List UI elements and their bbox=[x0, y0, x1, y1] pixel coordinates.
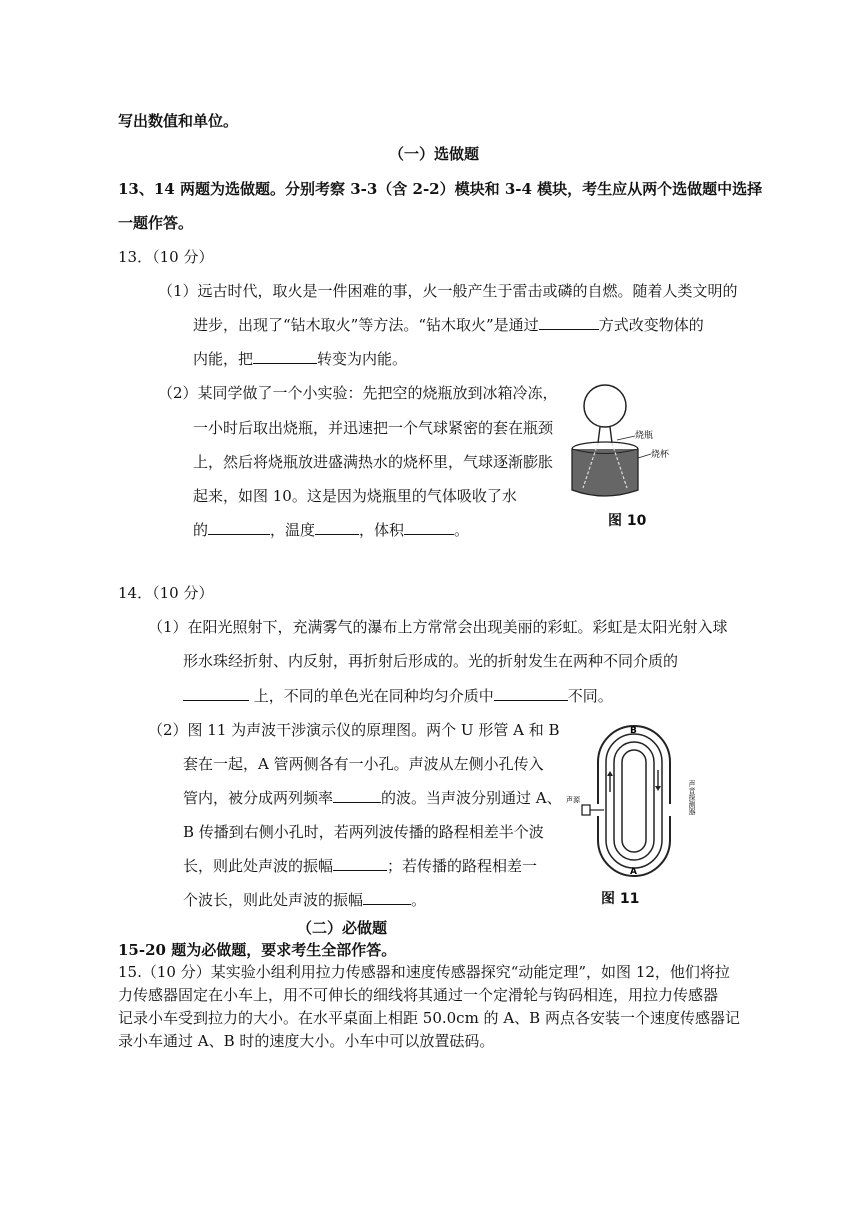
text-line: （1）远古时代，取火是一件困难的事，火一般产生于雷击或磷的自燃。随着人类文明的 bbox=[158, 282, 738, 300]
text-line: 起来，如图 10。这是因为烧瓶里的气体吸收了水 bbox=[193, 487, 517, 505]
answer-blank bbox=[404, 520, 454, 535]
text-line: 记录小车受到拉力的大小。在水平桌面上相距 50.0cm 的 A、B 两点各安装一个速度传感器记 bbox=[118, 1009, 740, 1027]
text-span: ，体积 bbox=[359, 521, 405, 539]
label-sound-source: 声源 bbox=[566, 796, 580, 804]
text-span: 进步，出现了“钻木取火”等方法。“钻木取火”是通过 bbox=[193, 316, 539, 334]
text-span: ，温度 bbox=[270, 521, 316, 539]
text-span: 方式改变物体的 bbox=[598, 316, 704, 334]
text-line bbox=[193, 315, 704, 335]
text-span: 。 bbox=[411, 891, 427, 909]
text-line bbox=[193, 520, 469, 540]
question-15-text: 15.（10 分）某实验小组利用拉力传感器和速度传感器探究“动能定理”，如图 12，他们将拉 bbox=[118, 963, 730, 981]
answer-blank bbox=[494, 686, 568, 701]
text-line bbox=[183, 856, 537, 876]
text-line bbox=[183, 686, 613, 706]
text-span: 的波。当声波分别通过 A、 bbox=[381, 789, 562, 807]
question-13-header: 13．（10 分） bbox=[118, 248, 214, 266]
text-line: 13、14 两题为选做题。分别考察 3-3（含 2-2）模块和 3-4 模块，考生应从两个选做题中选择 bbox=[118, 180, 763, 198]
figure-11-sound-interference-diagram bbox=[560, 720, 710, 882]
figure-10-flask-diagram bbox=[565, 378, 670, 506]
section-heading-optional: （一）选做题 bbox=[389, 145, 480, 163]
answer-blank bbox=[333, 788, 381, 803]
text-span: 上，不同的单色光在同种均匀介质中 bbox=[249, 687, 494, 705]
answer-blank bbox=[333, 856, 387, 871]
answer-blank bbox=[363, 890, 411, 905]
text-line: 写出数值和单位。 bbox=[118, 112, 239, 130]
text-span: 个波长，则此处声波的振幅 bbox=[183, 891, 364, 909]
label-beaker: 烧杯 bbox=[651, 450, 670, 460]
question-14-header: 14．（10 分） bbox=[118, 584, 214, 602]
answer-blank bbox=[315, 520, 359, 535]
text-line bbox=[183, 890, 426, 910]
text-line: 力传感器固定在小车上，用不可伸长的细线将其通过一个定滑轮与钩码相连，用拉力传感器 bbox=[118, 986, 719, 1004]
answer-blank bbox=[253, 349, 317, 364]
figure-11-caption: 图 11 bbox=[601, 891, 640, 907]
text-span: ；若传播的路程相差一 bbox=[387, 857, 538, 875]
text-line: 一题作答。 bbox=[118, 214, 194, 232]
text-span: 的 bbox=[193, 521, 209, 539]
text-line: 上，然后将烧瓶放进盛满热水的烧杯里，气球逐渐膨胀 bbox=[193, 453, 554, 471]
answer-blank bbox=[183, 686, 249, 701]
text-span: 长，则此处声波的振幅 bbox=[183, 857, 334, 875]
text-line: 录小车通过 A、B 时的速度大小。小车中可以放置砝码。 bbox=[118, 1032, 495, 1050]
label-sound-detector: 声音探测器 bbox=[688, 780, 696, 815]
text-span: 不同。 bbox=[567, 687, 613, 705]
text-span: 内能，把 bbox=[193, 350, 254, 368]
text-line: 套在一起，A 管两侧各有一小孔。声波从左侧小孔传入 bbox=[183, 755, 544, 773]
figure-10-caption: 图 10 bbox=[608, 513, 647, 529]
label-a: A bbox=[630, 867, 637, 877]
text-line bbox=[193, 349, 407, 369]
text-line: （1）在阳光照射下，充满雾气的瀑布上方常常会出现美丽的彩虹。彩虹是太阳光射入球 bbox=[148, 618, 728, 636]
text-line: （2）某同学做了一个小实验：先把空的烧瓶放到冰箱冷冻， bbox=[158, 384, 558, 402]
text-line bbox=[183, 788, 562, 808]
text-span: 管内，被分成两列频率 bbox=[183, 789, 334, 807]
text-span: 。 bbox=[454, 521, 470, 539]
text-line: （2）图 11 为声波干涉演示仪的原理图。两个 U 形管 A 和 B bbox=[148, 721, 560, 739]
label-flask: 烧瓶 bbox=[635, 431, 654, 441]
text-line: 15-20 题为必做题，要求考生全部作答。 bbox=[118, 941, 397, 959]
section-heading-required: （二）必做题 bbox=[297, 919, 388, 937]
text-span: 转变为内能。 bbox=[317, 350, 408, 368]
text-line: B 传播到右侧小孔时，若两列波传播的路程相差半个波 bbox=[183, 823, 544, 841]
answer-blank bbox=[208, 520, 270, 535]
answer-blank bbox=[539, 315, 599, 330]
label-b: B bbox=[630, 726, 637, 736]
text-line: 一小时后取出烧瓶，并迅速把一个气球紧密的套在瓶颈 bbox=[193, 419, 554, 437]
text-line: 形水珠经折射、内反射，再折射后形成的。光的折射发生在两种不同介质的 bbox=[183, 652, 679, 670]
